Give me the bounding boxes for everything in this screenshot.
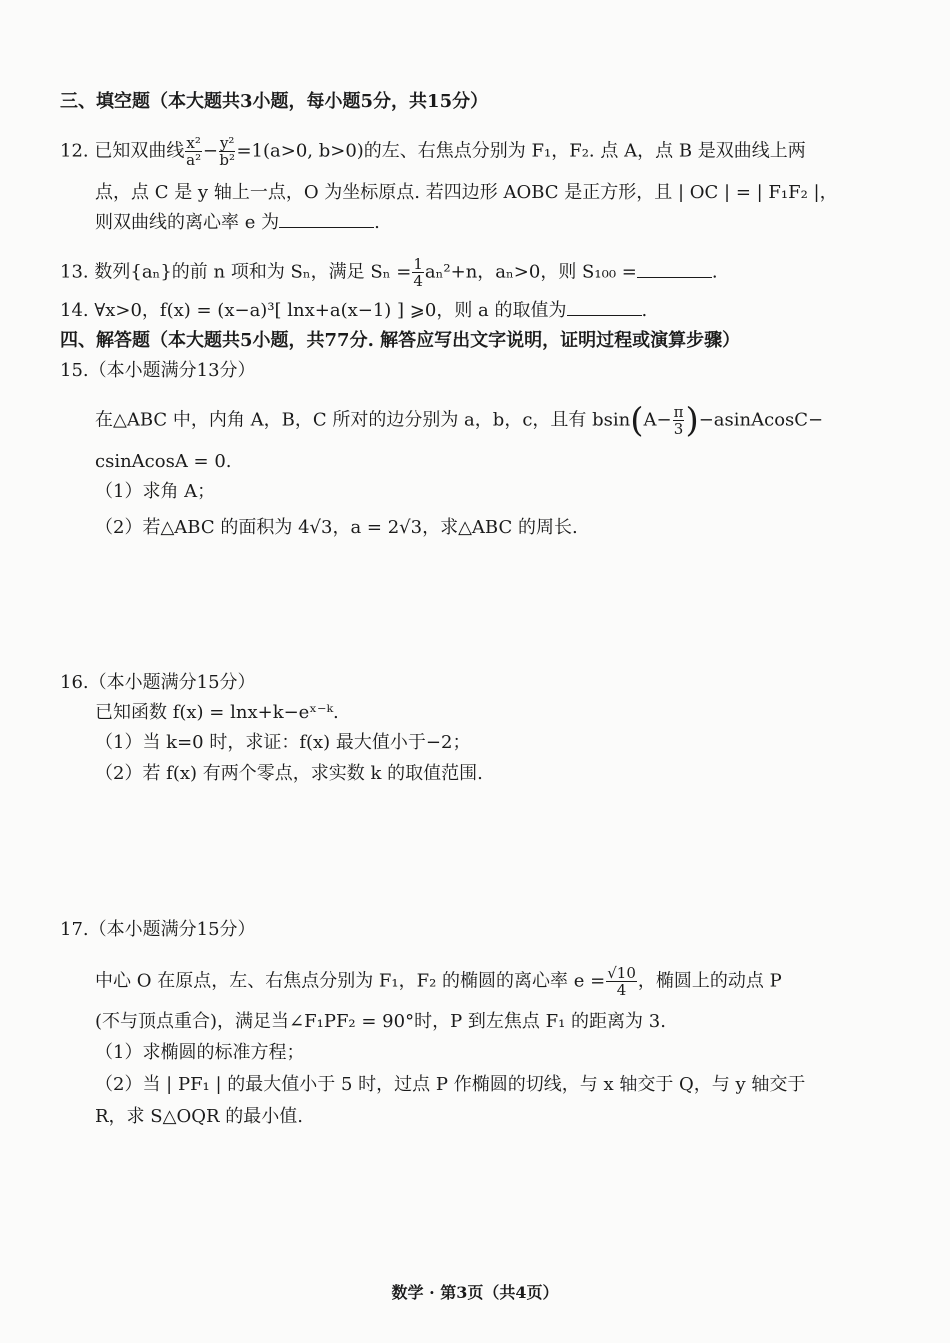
page-footer: 数学 · 第3页（共4页） — [391, 1283, 559, 1302]
question-17-part-2: （2）当 | PF₁ | 的最大值小于 5 时，过点 P 作椭圆的切线，与 x 轴交于 Q，与 y 轴交于 — [95, 1074, 806, 1095]
question-15-part-2: （2）若△ABC 的面积为 4√3，a = 2√3，求△ABC 的周长. — [95, 517, 578, 538]
text: ∀x>0，f(x) = (x−a)³[ lnx+a(x−1) ] ⩾0，则 a 的取值为 — [94, 300, 567, 321]
section-3-heading: 三、填空题（本大题共3小题，每小题5分，共15分） — [60, 91, 489, 112]
fraction: $\frac{\text{y²}}{\text{b²}}$ — [219, 134, 236, 169]
text: . — [711, 261, 718, 283]
text: 数列{aₙ}的前 n 项和为 Sₙ，满足 Sₙ = — [94, 261, 412, 283]
answer-blank[interactable] — [279, 211, 374, 228]
question-15-heading: 15.（本小题满分13分） — [60, 360, 256, 381]
text: aₙ²+n，aₙ>0，则 S₁₀₀ = — [424, 261, 637, 283]
question-17-stem — [95, 965, 782, 998]
question-16-stem: 已知函数 f(x) = lnx+k−eˣ⁻ᵏ. — [95, 702, 339, 723]
question-17-part-1: （1）求椭圆的标准方程； — [95, 1042, 305, 1063]
fraction: $\frac{1}{4}$ — [413, 255, 423, 290]
question-13 — [60, 256, 718, 289]
text: −asinAcosC− — [698, 409, 824, 431]
question-17-stem-line-2: (不与顶点重合)，满足当∠F₁PF₂ = 90°时，P 到左焦点 F₁ 的距离为 3. — [95, 1011, 666, 1032]
text: A− — [643, 409, 672, 431]
question-number: 13. — [60, 261, 89, 283]
question-16-part-2: （2）若 f(x) 有两个零点，求实数 k 的取值范围. — [95, 763, 483, 784]
question-12-line-2: 点，点 C 是 y 轴上一点，O 为坐标原点. 若四边形 AOBC 是正方形，且 | OC | = | F₁F₂ |， — [95, 182, 838, 203]
answer-blank[interactable] — [567, 299, 642, 316]
fraction: $\frac{\pi}{3}$ — [673, 403, 684, 438]
text: 中心 O 在原点，左、右焦点分别为 F₁，F₂ 的椭圆的离心率 e = — [95, 970, 606, 992]
question-17-part-2-line-2: R，求 S△OQR 的最小值. — [95, 1106, 303, 1127]
paren: ) — [685, 400, 699, 441]
question-15-stem-line-2: csinAcosA = 0. — [95, 451, 232, 472]
question-16-part-1: （1）当 k=0 时，求证：f(x) 最大值小于−2； — [95, 732, 471, 753]
text: 在△ABC 中，内角 A，B，C 所对的边分别为 a，b，c，且有 bsin — [95, 409, 631, 431]
fraction: $\frac{√10}{4}$ — [607, 964, 636, 999]
question-17-heading: 17.（本小题满分15分） — [60, 919, 256, 940]
text: . — [374, 212, 380, 233]
question-16-heading: 16.（本小题满分15分） — [60, 672, 256, 693]
text: . — [641, 300, 648, 321]
question-12-line-3 — [95, 211, 380, 235]
question-number: 14. — [60, 300, 89, 321]
answer-blank[interactable] — [637, 261, 712, 278]
text: ，椭圆上的动点 P — [637, 970, 782, 992]
question-number: 12. — [60, 140, 89, 162]
paren: ( — [630, 400, 644, 441]
text: − — [202, 140, 218, 162]
text: =1(a>0, b>0)的左、右焦点分别为 F₁，F₂. 点 A，点 B 是双曲线上两 — [236, 140, 806, 162]
fraction: $\frac{\text{x²}}{\text{a²}}$ — [186, 134, 202, 169]
question-12-line-1 — [60, 135, 806, 168]
question-14 — [60, 299, 647, 323]
text: 则双曲线的离心率 e 为 — [95, 212, 280, 233]
question-15-stem — [95, 400, 824, 441]
text: 已知双曲线 — [94, 140, 185, 162]
question-15-part-1: （1）求角 A； — [95, 481, 216, 502]
section-4-heading: 四、解答题（本大题共5小题，共77分. 解答应写出文字说明，证明过程或演算步骤） — [60, 330, 741, 351]
